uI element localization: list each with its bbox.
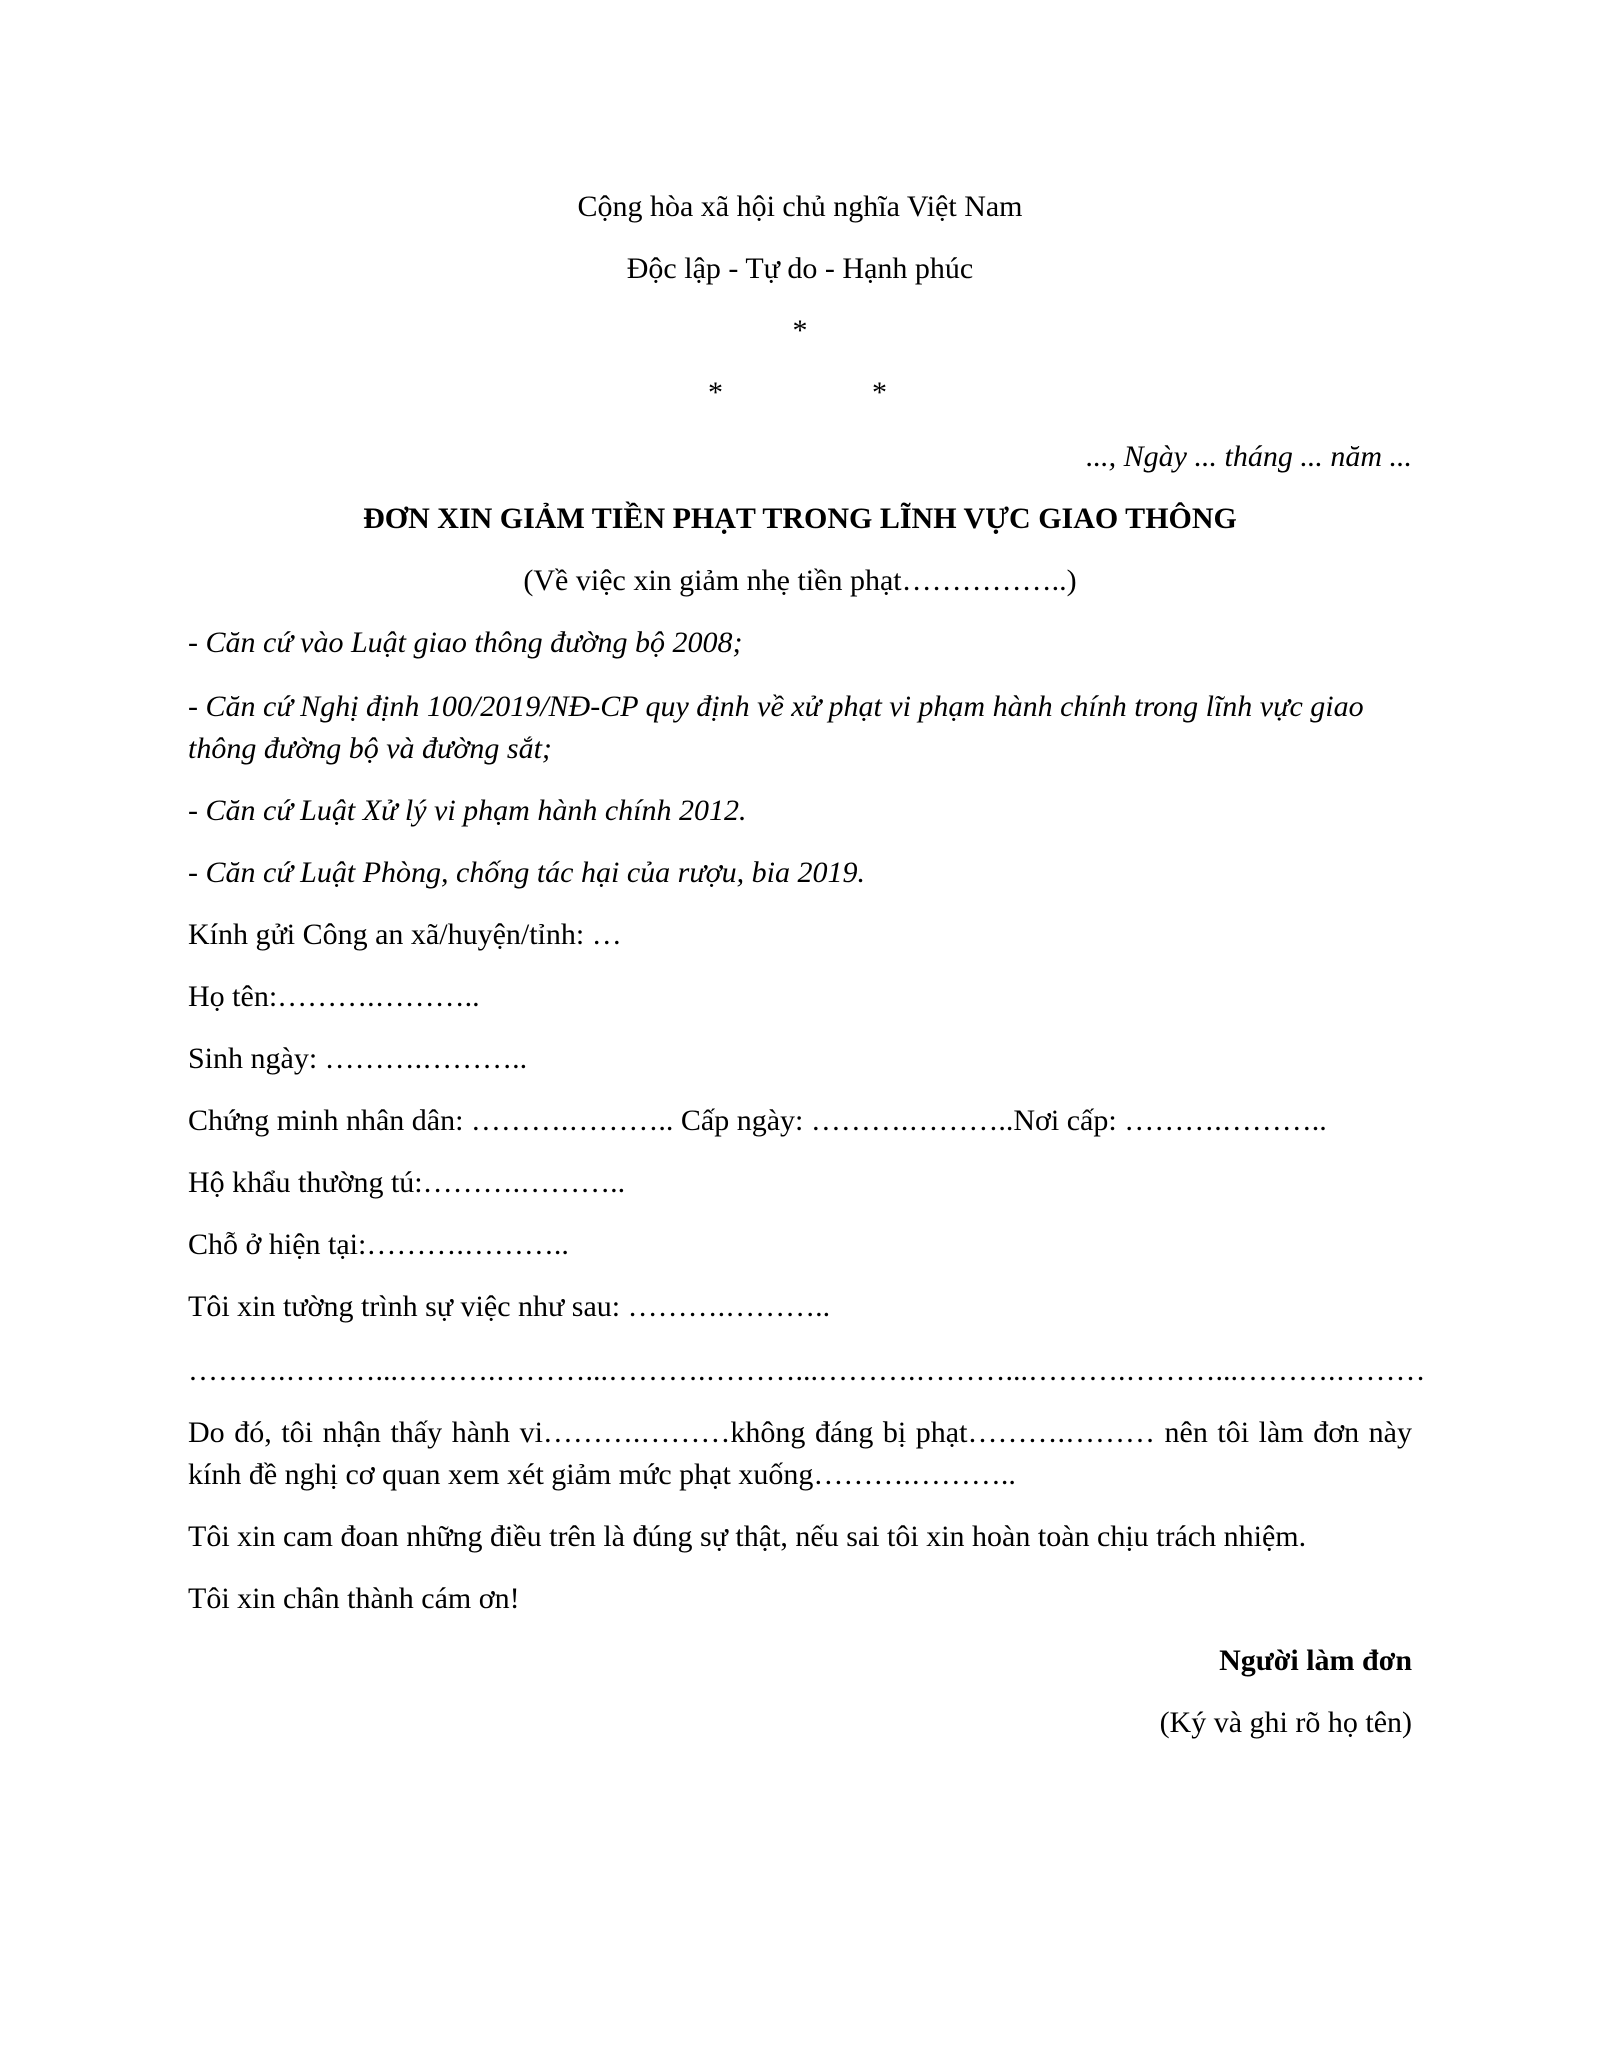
decorative-star-right: * [872,376,887,409]
country-name: Cộng hòa xã hội chủ nghĩa Việt Nam [577,190,1023,223]
signature-label: Người làm đơn [1219,1644,1412,1677]
decorative-star-left: * [708,376,723,409]
document-title: ĐƠN XIN GIẢM TIỀN PHẠT TRONG LĨNH VỰC GIAO THÔNG [363,502,1237,535]
request-paragraph: Do đó, tôi nhận thấy hành vi……….………không đáng bị phạt……….……… nên tôi làm đơn này kính đề nghị cơ quan xem xét giảm mức phạt xuống……….……….. [188,1416,1412,1491]
national-motto: Độc lập - Tự do - Hạnh phúc [626,252,974,285]
id-card-field: Chứng minh nhân dân: ……….……….. Cấp ngày: ……….………..Nơi cấp: ……….……….. [188,1104,1327,1137]
residence-field: Chỗ ở hiện tại:……….……….. [188,1228,569,1261]
statement-dots: ……….………...……….………...……….………...……….………...……….………...……….……… [188,1354,1426,1387]
statement-field: Tôi xin tường trình sự việc như sau: ……….……….. [188,1290,831,1323]
document-subtitle: (Về việc xin giảm nhẹ tiền phạt……………..) [523,564,1077,597]
household-field: Hộ khẩu thường tú:……….……….. [188,1166,626,1199]
thanks-line: Tôi xin chân thành cám ơn! [188,1582,520,1615]
date-line: ..., Ngày ... tháng ... năm ... [1086,440,1412,473]
dob-field: Sinh ngày: ……….……….. [188,1042,528,1075]
name-field: Họ tên:……….……….. [188,980,480,1013]
legal-basis-item: - Căn cứ Luật Phòng, chống tác hại của rượu, bia 2019. [188,856,866,889]
signature-note: (Ký và ghi rõ họ tên) [1159,1706,1412,1739]
decorative-star-top: * [792,314,808,347]
recipient-line: Kính gửi Công an xã/huyện/tỉnh: … [188,918,622,951]
legal-basis-item: - Căn cứ vào Luật giao thông đường bộ 2008; [188,626,743,659]
legal-basis-item: - Căn cứ Luật Xử lý vi phạm hành chính 2012. [188,794,747,827]
commitment-paragraph: Tôi xin cam đoan những điều trên là đúng sự thật, nếu sai tôi xin hoàn toàn chịu trách nhiệm. [188,1520,1307,1553]
legal-basis-item: - Căn cứ Nghị định 100/2019/NĐ-CP quy định về xử phạt vi phạm hành chính trong lĩnh vực giao thông đường bộ và đường sắt; [188,690,1364,765]
